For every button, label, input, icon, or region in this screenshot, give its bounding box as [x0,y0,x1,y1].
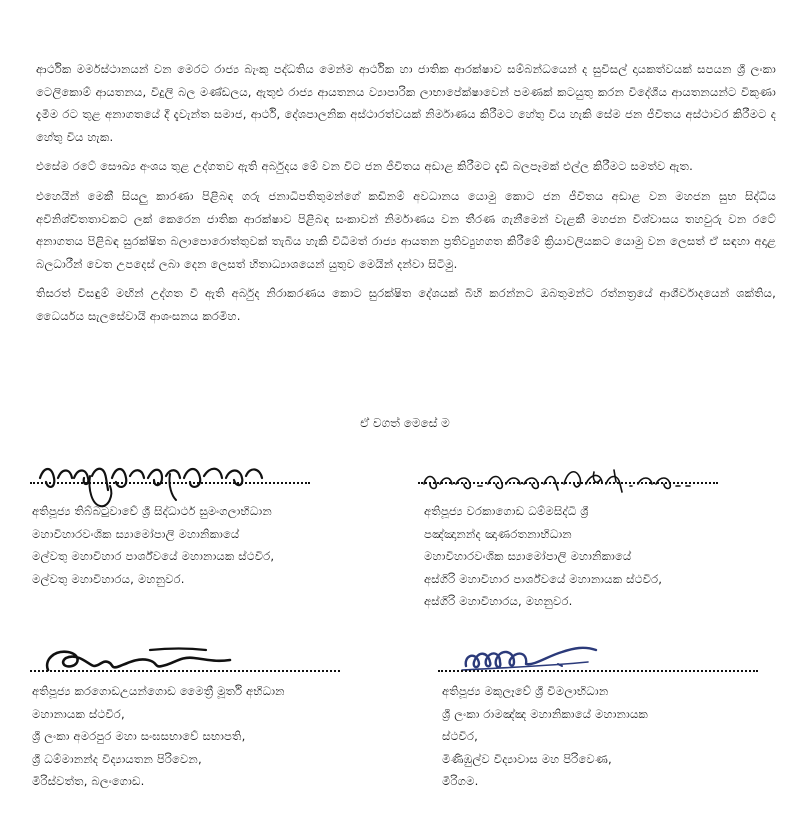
signature-4 [438,636,788,682]
paragraph-4: තිසරත් විසඳුම් මඟින් උද්ගත වී ඇති අර්බුද නිරාකරණය කොට සුරක්ෂිත දේශයක් බිහි කරන්නට ඔබතුමන්ට රත්නත්‍රයේ ආශීර්වාදයෙන් ශක්තිය, ධෛර්යය සැලසේවායි ආශංසනය කරමිහ. [36,286,776,323]
signature-2 [418,456,788,502]
signature-3 [30,636,400,682]
signatory-3-line-5: මිරිස්වත්ත, බලංගොඩ. [32,774,145,789]
closing-line: ඒ වගත් මෙසේ ම [360,416,450,430]
signatory-block-1 [30,456,390,590]
signatory-2-line-5: අස්ගිරි මහාවිහාරය, මහනුවර. [424,594,573,609]
signature-dotted-line-4 [438,670,758,672]
signatory-2-line-1: අතිපූජ්‍ය වරකාගොඩ ධම්මසිද්ධි ශ්‍රී [424,504,589,518]
signatory-1-line-1: අතිපූජ්‍ය තිබ්බටුවාවේ ශ්‍රී සිද්ධාර්ථ සුමංගලාභිධාන [32,504,272,518]
letter-body [36,58,776,335]
signatory-3-line-2: මහානායක ස්ථවිර, [32,706,125,721]
paragraph-1: ආර්ථික මර්මස්ථානයන් වන මෙරට රාජ්‍ය බැංකු පද්ධතිය මෙන්ම ආර්ථික හා ජාතික ආරක්ෂාව සම්බන්ධයෙන් ද සුවිසල් දායකත්වයක් සපයන ශ්‍රී ලංකා ටෙලිකොම් ආයතනය, විදුලි බල මණ්ඩලය, ඇතුළු රාජ්‍ය ආයතනය ව්‍යාපාරික ලාභාපේක්ෂාවෙන් පමණක් කටයුතු කරන විදේශීය ආයතනයන්ට විකුණා දැමීම රට තුළ අනාගතයේ දී දැවැන්ත සමාජ, ආර්ථි, දේශපාලනික අස්ථාරත්වයක් නිර්මාණය කිරීමට හේතු විය හැකි සේම ජන ජීවිතය අස්ථාවර කිරීමට ද හේතු විය හැක. [36,62,776,144]
signatory-block-3 [30,636,400,793]
signatory-1-line-4: මල්වතු මහාවිහාරය, මහනුවර. [32,571,185,586]
signature-dotted-line-2 [418,482,718,484]
paragraph-3: එහෙයින් මෙකී සියලු කාරණා පිළිබඳ ගරු ජනාධිපතිතුමන්ගේ කඩිනම් අවධානය යොමු කොට ජන ජීවිතය අඩාළ වන මහජන සුභ සිද්ධිය අවිනිශ්චිතතාවකට ලක් කෙරෙන ජාතික ආරක්ෂාව පිළිබඳ සංකාවන් නිර්මාණය වන තීරණ ගැනීමෙන් වැළකී මහජන විශ්වාසය තහවුරු වන රටේ අනාගතය පිළිබඳ සුරක්ෂිත බලාපොරොත්තුවක් තැබිය හැකි විධිමත් රාජ්‍ය ආයතන ප්‍රතිව්‍යුහගත කිරීමේ ක්‍රියාවලියකට යොමු වන ලෙසත් ඒ සඳහා අදාළ බලධාරීන් වෙත උපදෙස් ලබා දෙන ලෙසත් හිතාධ්‍යාශයෙන් යුතුව මෙයින් දන්වා සිටිමු. [36,188,776,271]
signatory-4-line-3: ස්ථවිර, [442,729,478,744]
handwritten-signature-4 [438,636,638,686]
signatory-1-line-2: මහාවිහාරවංශික ස්‍යාමෝපාලි මහානිකායේ [32,526,240,541]
signatory-block-2 [418,456,788,613]
signature-dotted-line-3 [30,670,340,672]
signatory-2-line-4: අස්ගිරි මහාවිහාර පාර්ශ්වයේ මහානායක ස්ථවිර, [424,571,663,586]
signatory-block-4 [438,636,788,793]
signatory-3-line-3: ශ්‍රී ලංකා අමරපුර මහා සංඝසභාවේ සභාපති, [32,729,246,744]
signatory-1-line-3: මල්වතු මහාවිහාර පාර්ශ්වයේ මහානායක ස්ථවිර, [32,549,275,564]
paragraph-2: එසේම රටේ සෞඛ්‍ය අංශය තුළ උද්ගතව ඇති අර්බුදය මේ වන විට ජන ජීවිතය අඩාළ කිරීමට දැඩි බලපෑමක් එල්ල කිරීමට සමත්ව ඇත. [36,159,693,174]
signatory-4-line-4: මිණිඹුල්ව විද්‍යාවාස මහ පිරිවෙණ, [442,751,612,766]
signatory-4-line-5: මීරිගම. [442,774,479,789]
signatory-2-line-2: පඤ්ඤානන්ද ඤාණරතනාභිධාන [424,526,572,541]
signature-1 [30,456,390,502]
signature-dotted-line-1 [30,482,310,484]
signatory-2-line-3: මහාවිහාරවංශික ස්‍යාමෝපාලි මහානිකායේ [424,549,632,564]
signatory-4-line-1: අතිපූජ්‍ය මකුලෑවේ ශ්‍රී විමලාභිධාන [442,684,609,698]
signatory-3-line-4: ශ්‍රී ධම්මානන්ද විද්‍යායතන පිරිවෙන, [32,751,202,766]
signatory-3-line-1: අතිපූජ්‍ය කරගොඩඋයන්ගොඩ මෛත්‍රී මූර්ති අභිධාන [32,684,285,698]
signatory-4-line-2: ශ්‍රී ලංකා රාමඤ්ඤ මහානිකායේ මහානායක [442,706,648,721]
handwritten-signature-3 [30,636,290,686]
